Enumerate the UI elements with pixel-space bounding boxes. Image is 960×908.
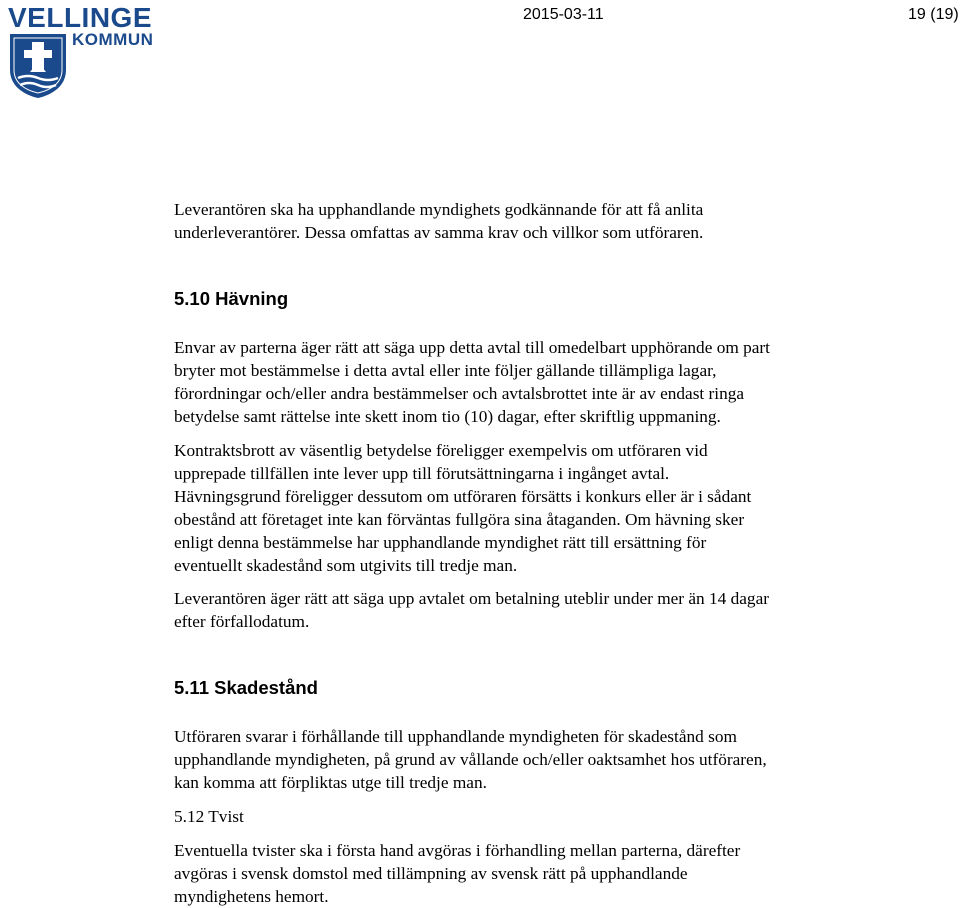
text-line: Hävningsgrund föreligger dessutom om utföraren försätts i konkurs eller är i sådant [174, 487, 752, 506]
text-line: Leverantören ska ha upphandlande myndighets godkännande för att få anlita [174, 200, 704, 219]
text-line: eventuellt skadestånd som utgivits till tredje man. [174, 556, 518, 575]
section-heading-512: 5.12 Tvist [174, 807, 244, 826]
text-line: obestånd att företaget inte kan förväntas fullgöra sina åtaganden. Om hävning sker [174, 510, 745, 529]
section-heading-510: 5.10 Hävning [174, 288, 289, 309]
paragraph-subcontractors [174, 198, 703, 244]
paragraph-breach [174, 439, 751, 577]
page-number: 19 (19) [908, 6, 959, 23]
section-heading-511: 5.11 Skadestånd [174, 677, 318, 698]
text-line: efter förfallodatum. [174, 612, 310, 631]
text-line: Utföraren svarar i förhållande till upphandlande myndigheten för skadestånd som [174, 727, 737, 746]
text-line: förordningar och/eller andra bestämmelser och avtalsbrottet inte är av endast ringa [174, 384, 745, 403]
municipality-logo [8, 4, 168, 100]
text-line: upphandlande myndigheten, på grund av vållande och/eller oaktsamhet hos utföraren, [174, 750, 767, 769]
text-line: Eventuella tvister ska i första hand avgöras i förhandling mellan parterna, därefter [174, 841, 741, 860]
paragraph-payment [174, 587, 769, 633]
paragraph-damages [174, 725, 767, 794]
paragraph-disputes [174, 839, 740, 908]
text-line: underleverantörer. Dessa omfattas av samma krav och villkor som utföraren. [174, 223, 704, 242]
document-date: 2015-03-11 [523, 6, 604, 23]
logo-subtitle: KOMMUN [72, 30, 154, 49]
text-line: Envar av parterna äger rätt att säga upp detta avtal till omedelbart upphörande om part [174, 338, 770, 357]
text-line: Kontraktsbrott av väsentlig betydelse föreligger exempelvis om utföraren vid [174, 441, 708, 460]
text-line: bryter mot bestämmelse i detta avtal eller inte följer gällande tillämpliga lagar, [174, 361, 717, 380]
paragraph-termination [174, 336, 770, 428]
text-line: avgöras i svensk domstol med tillämpning av svensk rätt på upphandlande [174, 864, 688, 883]
coat-of-arms-icon [8, 32, 68, 100]
text-line: Leverantören äger rätt att säga upp avtalet om betalning uteblir under mer än 14 dagar [174, 589, 769, 608]
text-line: upprepade tillfällen inte lever upp till förutsättningarna i ingånget avtal. [174, 464, 670, 483]
text-line: betydelse samt rättelse inte skett inom tio (10) dagar, efter skriftlig uppmaning. [174, 407, 721, 426]
text-line: myndighetens hemort. [174, 887, 329, 906]
text-line: enligt denna bestämmelse har upphandlande myndighet rätt till ersättning för [174, 533, 707, 552]
text-line: kan komma att förpliktas utge till tredje man. [174, 773, 487, 792]
logo-wordmark: VELLINGE [8, 2, 153, 33]
